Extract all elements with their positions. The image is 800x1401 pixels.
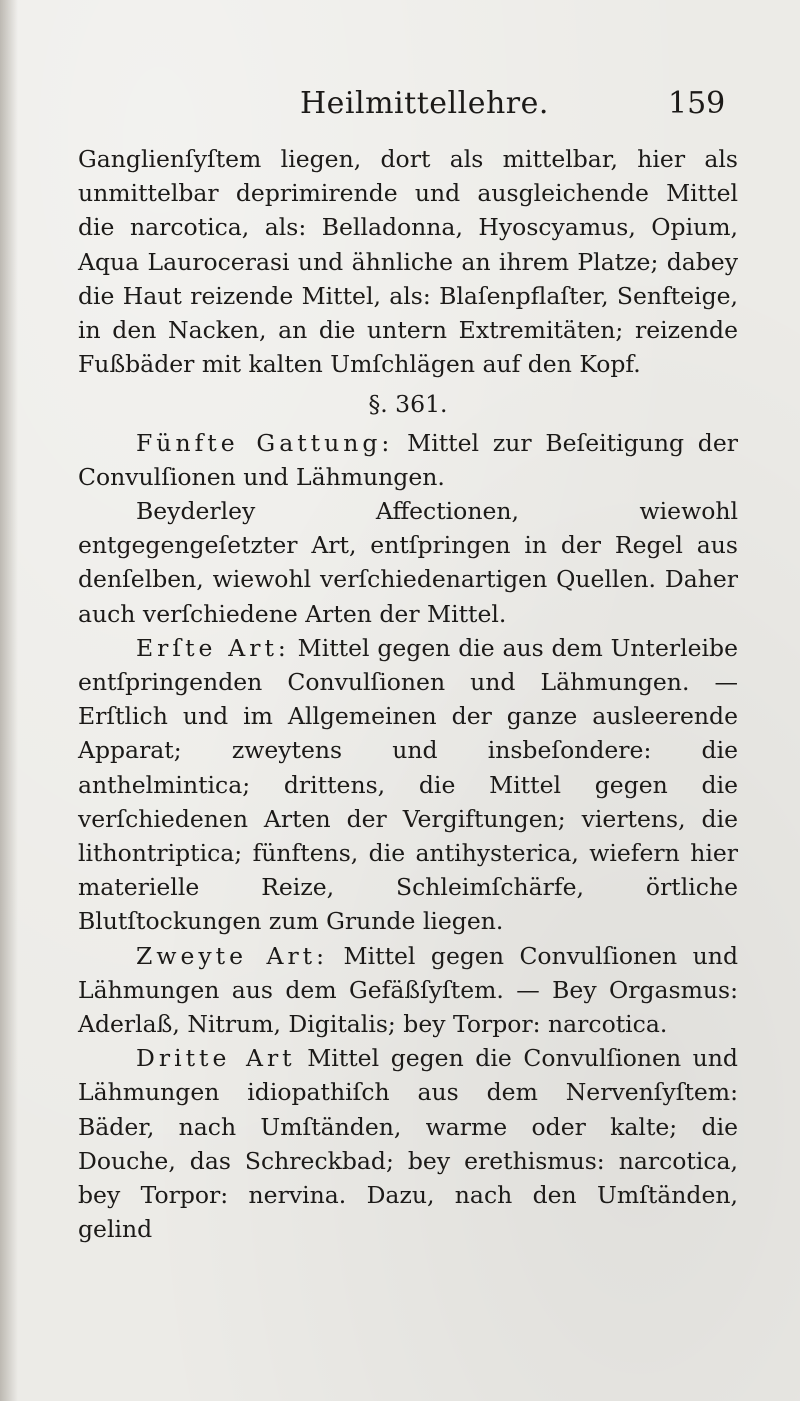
page-number: 159: [668, 86, 726, 121]
paragraph-affections: Beyderley Affectionen, wiewohl entgegengeſetzter Art, entſpringen in der Regel aus denſelben, wiewohl verſchiedenartigen Quellen. Daher auch verſchiedene Arten der Mittel.: [78, 497, 738, 628]
paragraph-first-kind: [78, 631, 738, 939]
paragraph-fifth-class: [78, 426, 738, 494]
third-kind-text: Mittel gegen die Convulſionen und Lähmungen idiopathiſch aus dem Nervenſyſtem: Bäder, nach Umſtänden, warme oder kalte; die Douche, das Schreckbad; bey erethismus: narcotica, bey Torpor: nervina. Dazu, nach den Umſtänden, gelind: [78, 1044, 738, 1244]
second-kind-text: Mittel gegen Convulſionen und Lähmungen aus dem Gefäßſyſtem. — Bey Orgasmus: Aderlaß, Nitrum, Digitalis; bey Torpor: narcotica.: [78, 941, 738, 1039]
second-kind-label: Zweyte Art:: [136, 941, 329, 970]
first-kind-label: Erſte Art:: [136, 633, 290, 662]
running-title: Heilmittellehre.: [300, 86, 549, 121]
paragraph-continued: Ganglienſyſtem liegen, dort als mittelbar, hier als unmittelbar deprimirende und ausgleichende Mittel die narcotica, als: Belladonna, Hyoscyamus, Opium, Aqua Laurocerasi und ähnliche an ihrem Platze; dabey die Haut reizende Mittel, als: Blaſenpflaſter, Senfteige, in den Nacken, an die untern Extremitäten; reizende Fußbäder mit kalten Umſchlägen auf den Kopf.: [78, 145, 738, 379]
first-kind-text: Mittel gegen die aus dem Unterleibe entſpringenden Convulſionen und Lähmungen. — Erſtlich und im Allgemeinen der ganze ausleerende Apparat; zweytens und insbeſondere: die anthelmintica; drittens, die Mittel gegen die verſchiedenen Arten der Vergiftungen; viertens, die lithontriptica; fünftens, die antihysterica, wiefern hier materielle Reize, Schleimſchärfe, örtliche Blutſtockungen zum Grunde liegen.: [78, 633, 738, 936]
third-kind-label: Dritte Art: [136, 1044, 296, 1073]
class-label: Fünfte Gattung:: [136, 428, 394, 457]
page-body: [78, 142, 738, 1247]
paragraph-third-kind: [78, 1041, 738, 1246]
class-description: Mittel zur Beſeitigung der Convulſionen und Lähmungen.: [78, 428, 738, 491]
page-header: [0, 86, 800, 126]
paragraph-second-kind: [78, 939, 738, 1042]
page-binding-shadow: [0, 0, 18, 1401]
section-number: §. 361.: [368, 390, 448, 419]
